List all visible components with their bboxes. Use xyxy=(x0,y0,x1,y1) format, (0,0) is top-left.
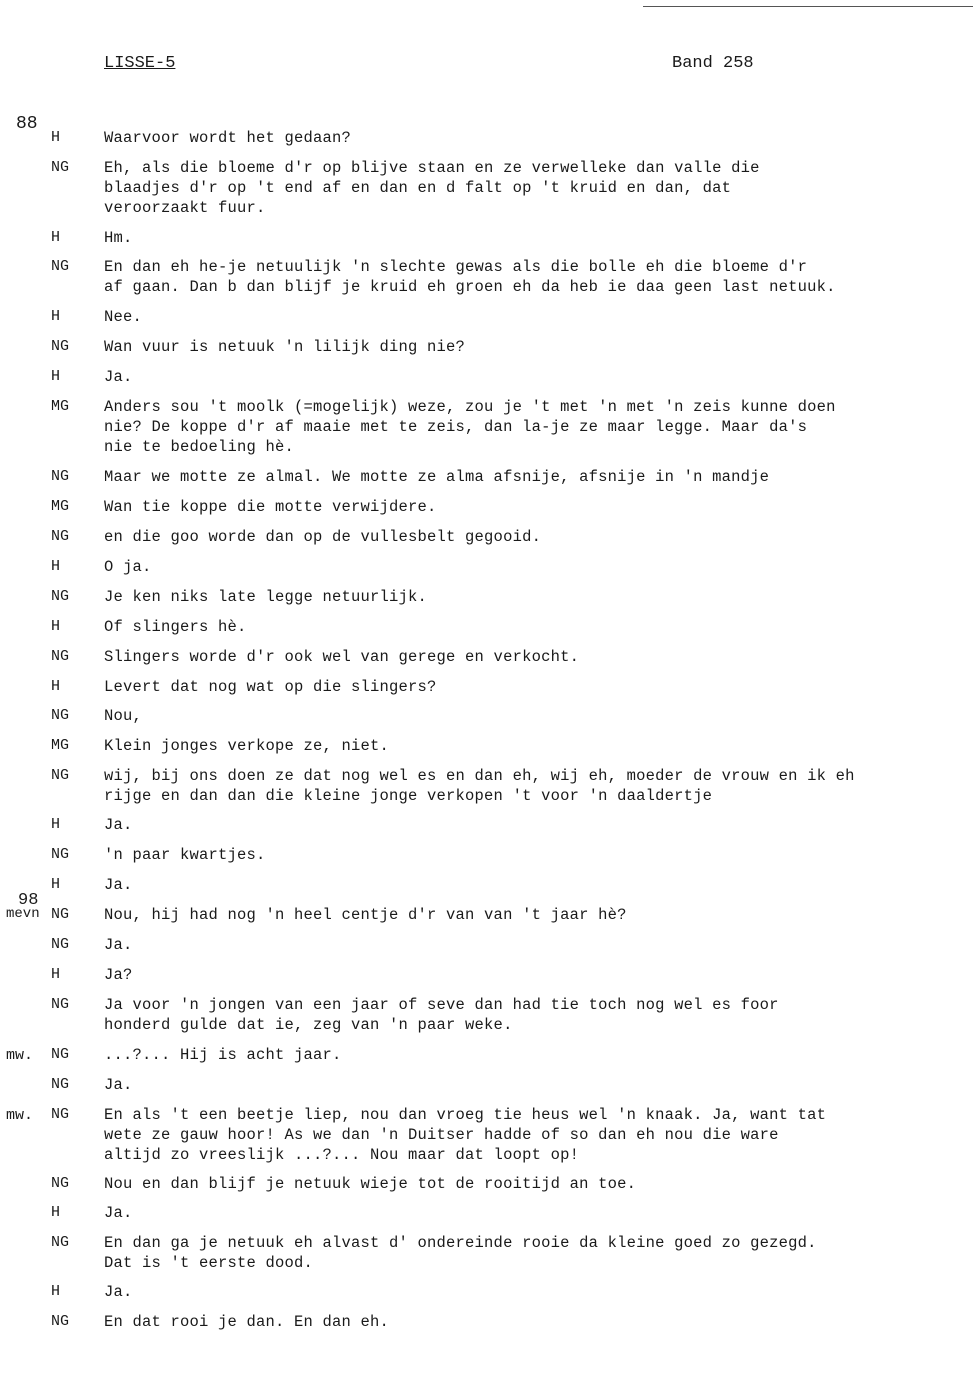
speaker-label: H xyxy=(51,558,61,575)
speaker-label: H xyxy=(51,129,61,146)
speaker-label: NG xyxy=(51,936,70,953)
speaker-label: NG xyxy=(51,648,70,665)
transcript-line: Slingers worde d'r ook wel van gerege en verkocht. xyxy=(104,648,580,666)
speaker-label: MG xyxy=(51,398,70,415)
transcript-line: Nou en dan blijf je netuuk wieje tot de rooitijd an toe. xyxy=(104,1175,637,1193)
transcript-line: Waarvoor wordt het gedaan? xyxy=(104,129,352,147)
speaker-label: H xyxy=(51,229,61,246)
speaker-label: NG xyxy=(51,588,70,605)
transcript-line: Je ken niks late legge netuurlijk. xyxy=(104,588,428,606)
speaker-label: NG xyxy=(51,258,70,275)
transcript-line: Eh, als die bloeme d'r op blijve staan en ze verwelleke dan valle die blaadjes d'r op 't end af en dan en d falt op 't kruid en dan, dat veroorzaakt fuur. xyxy=(104,159,760,217)
margin-note-mw: mw. xyxy=(6,1107,34,1124)
transcript-line: en die goo worde dan op de vullesbelt gegooid. xyxy=(104,528,542,546)
transcript-line: Ja. xyxy=(104,368,133,386)
speaker-label: NG xyxy=(51,1313,70,1330)
transcript-line: En dat rooi je dan. En dan eh. xyxy=(104,1313,390,1331)
tape-number: Band 258 xyxy=(672,54,754,73)
speaker-label: NG xyxy=(51,767,70,784)
transcript-line: O ja. xyxy=(104,558,152,576)
speaker-label: H xyxy=(51,966,61,983)
margin-number-88: 88 xyxy=(16,114,38,134)
transcript-line: Ja. xyxy=(104,876,133,894)
speaker-label: H xyxy=(51,816,61,833)
speaker-label: NG xyxy=(51,528,70,545)
speaker-label: NG xyxy=(51,1234,70,1251)
margin-note-mw: mw. xyxy=(6,1047,34,1064)
speaker-label: NG xyxy=(51,1175,70,1192)
speaker-label: H xyxy=(51,678,61,695)
transcript-line: Ja voor 'n jongen van een jaar of seve dan had tie toch nog wel es foor honderd gulde dat ie, zeg van 'n paar weke. xyxy=(104,996,779,1034)
speaker-label: NG xyxy=(51,1106,70,1123)
speaker-label: NG xyxy=(51,906,70,923)
speaker-label: H xyxy=(51,368,61,385)
transcript-line: En als 't een beetje liep, nou dan vroeg tie heus wel 'n knaak. Ja, want tat wete ze gauw hoor! As we dan 'n Duitser hadde of so dan eh nou die ware altijd zo vreeslijk ...?... Nou maar dat loopt op! xyxy=(104,1106,827,1164)
transcript-line: En dan ga je netuuk eh alvast d' ondereinde rooie da kleine goed zo gezegd. Dat is 't eerste dood. xyxy=(104,1234,817,1272)
transcript-line: Maar we motte ze almal. We motte ze alma afsnije, afsnije in 'n mandje xyxy=(104,468,770,486)
speaker-label: NG xyxy=(51,846,70,863)
transcript-line: Ja. xyxy=(104,1204,133,1222)
speaker-label: MG xyxy=(51,737,70,754)
document-id: LISSE-5 xyxy=(104,54,176,73)
speaker-label: MG xyxy=(51,498,70,515)
top-rule xyxy=(643,6,973,7)
transcript-line: wij, bij ons doen ze dat nog wel es en dan eh, wij eh, moeder de vrouw en ik eh rijge en dan dan die kleine jonge verkopen 't voor 'n daaldertje xyxy=(104,767,855,805)
transcript-line: Nou, xyxy=(104,707,143,725)
speaker-label: H xyxy=(51,308,61,325)
transcript-line: Klein jonges verkope ze, niet. xyxy=(104,737,390,755)
transcript-line: Ja. xyxy=(104,816,133,834)
speaker-label: H xyxy=(51,618,61,635)
transcript-line: Nou, hij had nog 'n heel centje d'r van van 't jaar hè? xyxy=(104,906,627,924)
speaker-label: NG xyxy=(51,996,70,1013)
transcript-line: ...?... Hij is acht jaar. xyxy=(104,1046,342,1064)
transcript-line: Levert dat nog wat op die slingers? xyxy=(104,678,437,696)
transcript-line: Ja? xyxy=(104,966,133,984)
transcript-line: Hm. xyxy=(104,229,133,247)
transcript-line: En dan eh he-je netuulijk 'n slechte gewas als die bolle eh die bloeme d'r af gaan. Dan b dan blijf je kruid eh groen eh da heb ie daa geen last netuuk. xyxy=(104,258,836,296)
transcript-line: Nee. xyxy=(104,308,143,326)
speaker-label: H xyxy=(51,1283,61,1300)
speaker-label: NG xyxy=(51,1046,70,1063)
transcript-line: Anders sou 't moolk (=mogelijk) weze, zou je 't met 'n met 'n zeis kunne doen nie? De koppe d'r af maaie met te zeis, dan la-je ze maar legge. Maar da's nie te bedoeling hè. xyxy=(104,398,836,456)
transcript-line: Wan tie koppe die motte verwijdere. xyxy=(104,498,437,516)
margin-note-mevn: mevn xyxy=(6,906,40,922)
speaker-label: NG xyxy=(51,159,70,176)
speaker-label: NG xyxy=(51,468,70,485)
speaker-label: NG xyxy=(51,1076,70,1093)
speaker-label: NG xyxy=(51,707,70,724)
transcript-line: Ja. xyxy=(104,1283,133,1301)
transcript-line: Wan vuur is netuuk 'n lilijk ding nie? xyxy=(104,338,466,356)
transcript-line: Ja. xyxy=(104,936,133,954)
speaker-label: H xyxy=(51,1204,61,1221)
transcript-line: Of slingers hè. xyxy=(104,618,247,636)
margin-number-98: 98 xyxy=(18,891,39,910)
speaker-label: NG xyxy=(51,338,70,355)
transcript-line: 'n paar kwartjes. xyxy=(104,846,266,864)
speaker-label: H xyxy=(51,876,61,893)
transcript-line: Ja. xyxy=(104,1076,133,1094)
